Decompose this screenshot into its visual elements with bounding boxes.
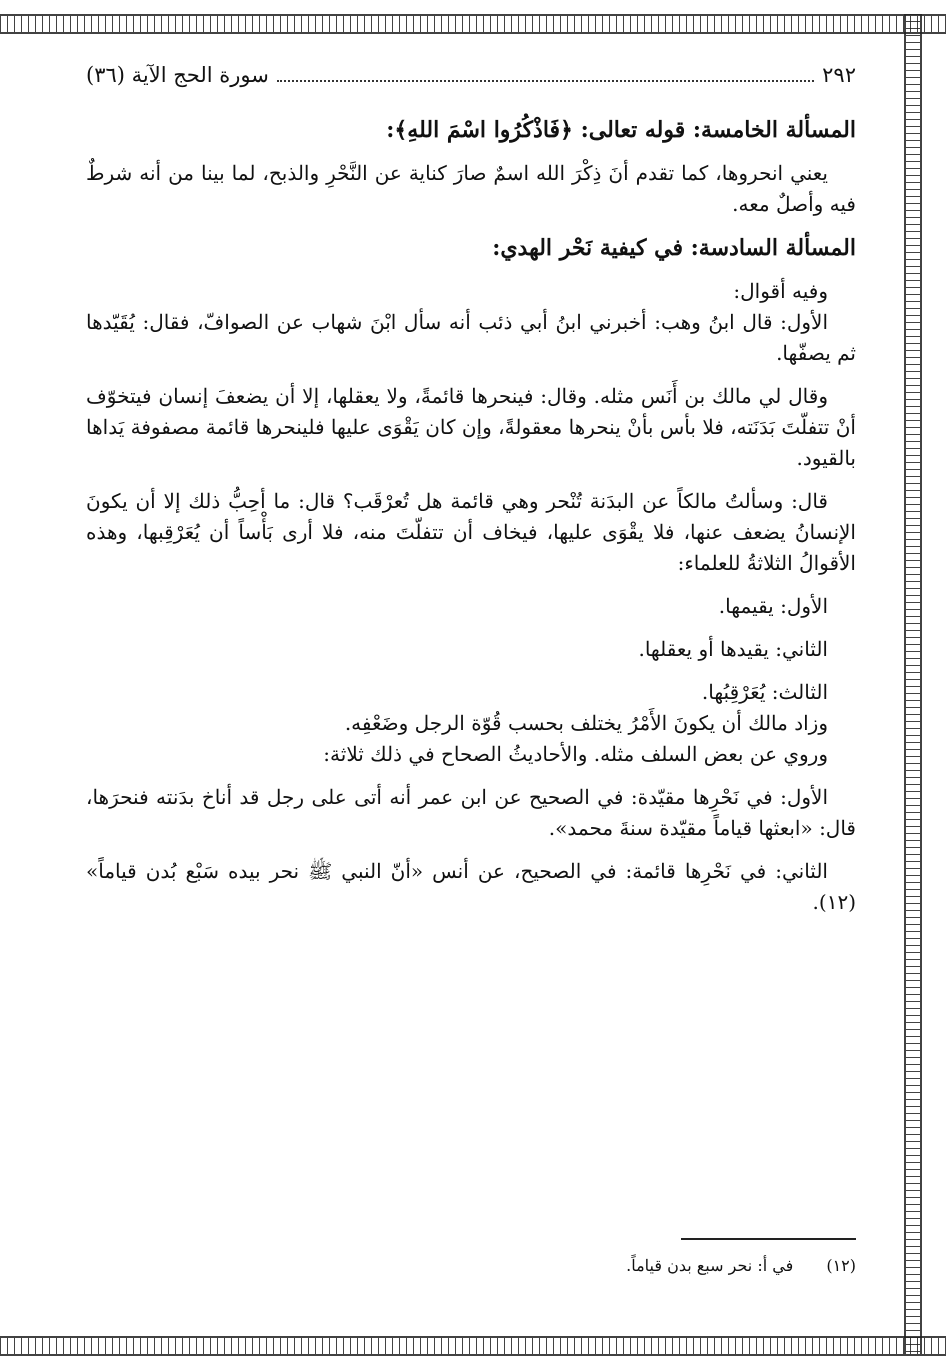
section-heading-6: المسألة السادسة: في كيفية نَحْر الهدي: xyxy=(492,235,856,261)
running-header xyxy=(86,60,856,96)
paragraph: وقال لي مالك بن أَنَس مثله. وقال: فينحرها قائمةً، ولا يعقلها، إلا أن يضعفَ إنسان فيتخوّف أنْ تتفلّتَ بَدَنَته، فلا بأس بأنْ ينحرها معقولةً، وإن كان يَقْوَى عليها فلينحرها قائمة مصفوفة يَداها بالقيود. xyxy=(86,384,856,470)
decorative-border-top xyxy=(0,14,946,34)
header-dotted-leader xyxy=(277,79,814,82)
page-number: ٢٩٢ xyxy=(822,63,856,87)
decorative-border-right xyxy=(904,14,922,1354)
paragraph: الأول: قال ابنُ وهب: أخبرني ابنُ أبي ذئب أنه سأل ابْنَ شهاب عن الصوافّ، فقال: يُقَيّدها ثم يصفّها. xyxy=(86,310,856,365)
list-item: الثالث: يُعَرْقِبُها. xyxy=(701,680,828,704)
paragraph: يعني انحروها، كما تقدم أنَ ذِكْرَ الله اسمٌ صارَ كناية عن النَّحْرِ والذبح، لما بينا من أنه شرطٌ فيه وأصلٌ معه. xyxy=(86,161,856,216)
heading-label: المسألة الخامسة: قوله تعالى: xyxy=(580,117,856,143)
footnote xyxy=(626,1254,856,1278)
paragraph: وفيه أقوال: xyxy=(733,279,828,303)
list-item: الأول: يقيمها. xyxy=(718,594,828,618)
footnote-number: (١٢) xyxy=(826,1256,856,1275)
paragraph: الثاني: في نَحْرِها قائمة: في الصحيح، عن أنس «أنّ النبي ﷺ نحر بيده سَبْع بُدن قياماً» (١٢). xyxy=(86,859,856,914)
chapter-title: سورة الحج الآية (٣٦) xyxy=(86,63,269,87)
list-item: الثاني: يقيدها أو يعقلها. xyxy=(638,637,828,661)
quran-quote: ﴿فَاذْكُرُوا اسْمَ اللهِ﴾: xyxy=(386,117,573,143)
paragraph: الأول: في نَحْرِها مقيّدة: في الصحيح عن ابن عمر أنه أتى على رجل قد أناخ بدَنته فنحرَها، قال: «ابعثها قياماً مقيّدة سنةَ محمد». xyxy=(86,785,856,840)
paragraph: وروي عن بعض السلف مثله. والأحاديثُ الصحاح في ذلك ثلاثة: xyxy=(323,742,828,766)
section-heading-5 xyxy=(86,114,856,146)
footnote-divider xyxy=(681,1238,856,1240)
book-page xyxy=(86,60,856,1330)
decorative-border-bottom xyxy=(0,1336,946,1356)
paragraph: وزاد مالك أن يكونَ الأَمْرُ يختلف بحسب قُوّة الرجل وضَعْفِه. xyxy=(344,711,828,735)
footnote-text: في أ: نحر سبع بدن قياماً. xyxy=(626,1256,794,1275)
paragraph: قال: وسألتُ مالكاً عن البدَنة تُنْحر وهي قائمة هل تُعرْقَب؟ قال: ما أحِبُّ ذلك إلا أن يكونَ الإنسانُ يضعف عنها، فلا يقْوَى عليها، فيخاف أن تتفلّتَ منه، فلا أرى بَأْساً أن يُعَرْقِبها، وهذه الأقوالُ الثلاثةُ للعلماء: xyxy=(86,489,856,575)
